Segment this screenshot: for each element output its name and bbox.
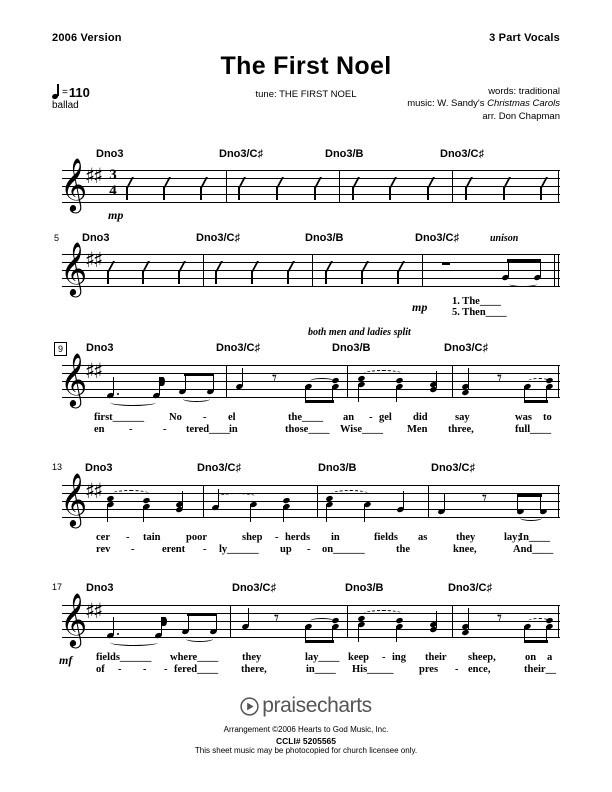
chord-symbol: Dno3: [86, 582, 114, 594]
stem: [396, 386, 397, 402]
lyric-hyphen: -: [455, 664, 459, 675]
chord-symbol: Dno3/C♯: [232, 582, 276, 594]
lyric-syllable: knee,: [453, 544, 477, 555]
dynamic-marking: mf: [59, 653, 73, 667]
key-signature: ♯♯: [85, 359, 102, 383]
rhythm-slash: [325, 262, 334, 271]
tune-label: tune: THE FIRST NOEL: [255, 89, 357, 100]
lyric-hyphen: -: [118, 664, 122, 675]
lyric-syllable: poor: [186, 532, 207, 543]
rhythm-slash: [163, 178, 172, 187]
time-signature: 3 4: [109, 167, 117, 199]
stem: [107, 504, 108, 522]
stem: [436, 371, 437, 388]
staff-lines: [60, 592, 560, 646]
credit-music-prefix: music: W. Sandy's: [407, 98, 488, 110]
lyric-syllable: en: [94, 424, 105, 435]
lyric-syllable: Men: [407, 424, 428, 435]
treble-clef-icon: 𝄞: [60, 472, 88, 526]
barline: [452, 170, 453, 203]
chord-symbol: Dno3: [96, 148, 124, 160]
lyric-syllable: three,: [448, 424, 474, 435]
lyric-syllable: gel: [379, 412, 392, 423]
slur: [310, 378, 334, 384]
lyric-syllable: as: [418, 532, 428, 543]
stem: [540, 495, 541, 511]
lyric-syllable: el: [228, 412, 236, 423]
treble-clef-icon: 𝄞: [60, 592, 88, 646]
lyric-syllable: fered____: [174, 664, 219, 675]
stem: [326, 504, 327, 522]
credit-music: [407, 98, 560, 110]
slur: [110, 639, 158, 646]
lyric-syllable: lay____: [305, 652, 340, 663]
chord-symbol: Dno3/C♯: [415, 232, 459, 244]
lyric-syllable: rev: [96, 544, 111, 555]
rhythm-slash: [352, 178, 361, 187]
barline: [203, 485, 204, 518]
lyric-syllable: ence,: [468, 664, 491, 675]
tempo-style: ballad: [52, 100, 79, 111]
lyric-syllable: tered____: [186, 424, 231, 435]
stem: [250, 504, 251, 522]
lyric-syllable: their__: [524, 664, 557, 675]
key-signature: ♯♯: [85, 248, 102, 272]
chord-symbol: Dno3/C♯: [431, 462, 475, 474]
lyric-syllable: No: [169, 412, 182, 423]
barline: [558, 170, 559, 203]
eighth-flag: [162, 617, 167, 626]
lyric-syllable: pres: [419, 664, 439, 675]
beam: [517, 494, 542, 497]
barline: [558, 254, 559, 287]
lyric-syllable: where____: [170, 652, 219, 663]
slur: [186, 636, 213, 642]
rhythm-slash: [361, 262, 370, 271]
lyric-syllable: they: [242, 652, 262, 663]
lyric-hyphen: -: [143, 664, 147, 675]
barline: [422, 254, 423, 287]
lyric-syllable: in: [229, 424, 238, 435]
rhythm-slash: [287, 262, 296, 271]
tie: [509, 281, 537, 287]
lyric-syllable: there,: [241, 664, 267, 675]
lyric-syllable: the____: [288, 412, 323, 423]
lyric-syllable: cer: [96, 532, 110, 543]
logo-wordmark: praisecharts: [262, 694, 372, 717]
rhythm-slash: [540, 178, 549, 187]
credit-music-source: Christmas Carols: [487, 98, 560, 110]
lyric-syllable: fields: [374, 532, 398, 543]
barline: [230, 605, 231, 638]
measure-number: 17: [52, 582, 63, 592]
chord-symbol: Dno3/C♯: [197, 462, 241, 474]
rhythm-slash: [276, 178, 285, 187]
lyric-syllable: keep: [348, 652, 369, 663]
beam: [305, 640, 334, 643]
copyright-block: [0, 725, 612, 757]
lyric-syllable: herds: [285, 532, 311, 543]
barline: [452, 365, 453, 398]
lyric-syllable: on: [525, 652, 537, 663]
stem: [242, 368, 243, 386]
lyric-hyphen: -: [203, 412, 207, 423]
lyric-hyphen: -: [203, 544, 207, 555]
arrangement-copyright: Arrangement ©2006 Hearts to God Music, Inc.: [223, 725, 389, 734]
lyric-hyphen: -: [307, 544, 311, 555]
slur-dashed: [218, 493, 256, 500]
lyric-syllable: was: [515, 412, 532, 423]
rhythm-slash: [389, 178, 398, 187]
stem: [517, 495, 518, 511]
beam: [184, 373, 214, 376]
lyric-hyphen: -: [275, 532, 279, 543]
stem: [436, 611, 437, 628]
play-circle-icon: [240, 697, 259, 716]
barline: [558, 365, 559, 398]
barline: [226, 365, 227, 398]
chord-symbol: Dno3/C♯: [196, 232, 240, 244]
eighth-flag: [160, 377, 165, 386]
stem: [182, 491, 183, 508]
chord-symbol: Dno3/B: [332, 342, 371, 354]
rhythm-slash: [503, 178, 512, 187]
lyric-syllable: up: [280, 544, 292, 555]
lyric-syllable: ly______: [219, 544, 259, 555]
rhythm-slash: [238, 178, 247, 187]
rhythm-slash: [107, 262, 116, 271]
lyric-syllable: erent: [162, 544, 186, 555]
barline: [347, 605, 348, 638]
chord-symbol: Dno3/C♯: [448, 582, 492, 594]
praisecharts-logo[interactable]: [0, 694, 612, 718]
staff-lines: [60, 157, 560, 211]
rhythm-slash: [126, 178, 135, 187]
chord-symbol: Dno3/C♯: [219, 148, 263, 160]
slur-dashed: [528, 618, 550, 624]
quarter-rest: 𝄾: [274, 607, 280, 629]
lyric-verse-5: 5. Then____: [452, 307, 507, 318]
barline: [203, 254, 204, 287]
rhythm-slash: [251, 262, 260, 271]
slur-dashed: [112, 490, 149, 497]
slur-dashed: [528, 378, 550, 384]
slur-dashed: [332, 490, 368, 497]
beam: [524, 400, 548, 403]
barline: [312, 254, 313, 287]
augmentation-dot: [117, 633, 119, 635]
stem: [248, 608, 249, 626]
rhythm-slash: [200, 178, 209, 187]
lyric-syllable: shep: [242, 532, 263, 543]
page-title: The First Noel: [220, 52, 392, 80]
slur-dashed: [364, 370, 402, 377]
treble-clef-icon: 𝄞: [60, 241, 88, 295]
barline: [452, 605, 453, 638]
beam: [524, 640, 548, 643]
lyric-hyphen: -: [126, 532, 130, 543]
lyric-syllable: a: [547, 652, 553, 663]
beam: [305, 400, 334, 403]
stem: [468, 608, 469, 630]
rhythm-slash: [397, 262, 406, 271]
quarter-rest: 𝄾: [482, 487, 488, 509]
slur: [183, 396, 210, 402]
ccli-number: CCLI# 5205565: [275, 735, 336, 746]
footer: [0, 694, 612, 757]
chord-symbol: Dno3/B: [305, 232, 344, 244]
chord-symbol: Dno3/B: [345, 582, 384, 594]
measure-number: 5: [54, 233, 60, 243]
lyric-syllable: fields______: [96, 652, 152, 663]
key-signature: ♯♯: [85, 479, 102, 503]
barline: [226, 170, 227, 203]
staff-lines: [60, 472, 560, 526]
treble-clef-icon: 𝄞: [60, 352, 88, 406]
barline: [317, 485, 318, 518]
treble-clef-icon: 𝄞: [60, 157, 88, 211]
quarter-rest: 𝄾: [497, 607, 503, 629]
dynamic-marking: mp: [412, 300, 428, 314]
rhythm-slash: [142, 262, 151, 271]
rhythm-slash: [427, 178, 436, 187]
lyric-syllable: full____: [515, 424, 552, 435]
lyric-syllable: ing: [392, 652, 407, 663]
rehearsal-mark: 9: [54, 342, 67, 356]
credit-arranger: arr. Don Chapman: [482, 110, 560, 122]
chord-symbol: Dno3/B: [318, 462, 357, 474]
measure-number: 13: [52, 462, 63, 472]
chord-symbol: Dno3/C♯: [216, 342, 260, 354]
barline: [428, 485, 429, 518]
lyric-hyphen: -: [129, 424, 133, 435]
half-rest: [442, 262, 450, 265]
barline: [558, 485, 559, 518]
key-signature: ♯♯: [85, 164, 102, 188]
barline: [339, 170, 340, 203]
lyric-syllable: lay;: [504, 532, 521, 543]
lyric-syllable: in: [331, 532, 340, 543]
rhythm-slash: [314, 178, 323, 187]
chord-symbol: Dno3: [82, 232, 110, 244]
lyric-syllable: an: [343, 412, 355, 423]
lyric-syllable: Wise____: [340, 424, 383, 435]
stem: [358, 384, 359, 402]
key-signature: ♯♯: [85, 599, 102, 623]
lyric-syllable: And____: [513, 544, 554, 555]
lyric-hyphen: -: [131, 544, 135, 555]
rhythm-slash: [178, 262, 187, 271]
augmentation-dot: [117, 393, 119, 395]
rhythm-slash: [215, 262, 224, 271]
beam: [507, 259, 541, 262]
slur: [110, 399, 156, 406]
expression-text: both men and ladies split: [308, 327, 411, 338]
chord-symbol: Dno3: [86, 342, 114, 354]
dynamic-marking: mp: [108, 208, 124, 222]
lyric-syllable: In____: [519, 532, 550, 543]
credit-words: words: traditional: [488, 86, 560, 97]
stem: [444, 493, 445, 511]
lyric-syllable: tain: [143, 532, 161, 543]
lyric-syllable: first______: [94, 412, 145, 423]
stem: [396, 626, 397, 642]
lyric-syllable: the: [396, 544, 410, 555]
lyric-syllable: say: [455, 412, 470, 423]
quarter-rest: 𝄾: [497, 367, 503, 389]
lyric-syllable: their: [425, 652, 447, 663]
stem: [364, 504, 365, 522]
staff-lines: [60, 352, 560, 406]
barline: [558, 605, 559, 638]
staff-lines: [60, 241, 560, 295]
stem: [143, 506, 144, 522]
lyric-syllable: of: [96, 664, 105, 675]
slur-dashed: [364, 610, 402, 617]
stem: [113, 617, 114, 635]
lyric-verse-1: 1. The____: [452, 296, 501, 307]
license-note: This sheet music may be photocopied for church licensee only.: [194, 746, 418, 755]
lyric-syllable: His_____: [352, 664, 394, 675]
stem: [468, 368, 469, 390]
barline: [347, 365, 348, 398]
credits-block: [407, 86, 560, 123]
stem: [113, 377, 114, 395]
chord-symbol: Dno3/C♯: [444, 342, 488, 354]
lyric-hyphen: -: [163, 424, 167, 435]
lyric-syllable: did: [413, 412, 428, 423]
lyric-hyphen: -: [382, 652, 386, 663]
stem: [283, 506, 284, 522]
chord-symbol: Dno3: [85, 462, 113, 474]
chord-symbol: Dno3/C♯: [440, 148, 484, 160]
lyric-syllable: in____: [306, 664, 336, 675]
lyric-syllable: sheep,: [468, 652, 496, 663]
slur: [310, 618, 334, 624]
tie: [520, 515, 542, 521]
lyric-hyphen: -: [164, 664, 168, 675]
beam: [187, 613, 217, 616]
quarter-rest: 𝄾: [272, 367, 278, 389]
barline: [554, 254, 555, 287]
rhythm-slash: [465, 178, 474, 187]
stem: [358, 624, 359, 642]
lyric-syllable: to: [543, 412, 552, 423]
chord-symbol: Dno3/B: [325, 148, 364, 160]
lyric-syllable: on______: [322, 544, 365, 555]
expression-text: unison: [490, 233, 519, 244]
lyric-hyphen: -: [369, 412, 373, 423]
version-label: 2006 Version: [52, 32, 122, 44]
stem: [403, 491, 404, 509]
tempo-bpm: 110: [68, 85, 90, 100]
lyric-syllable: they: [456, 532, 476, 543]
arrangement-label: 3 Part Vocals: [489, 32, 560, 44]
lyric-syllable: those____: [285, 424, 330, 435]
tempo-equals: =: [62, 87, 68, 98]
